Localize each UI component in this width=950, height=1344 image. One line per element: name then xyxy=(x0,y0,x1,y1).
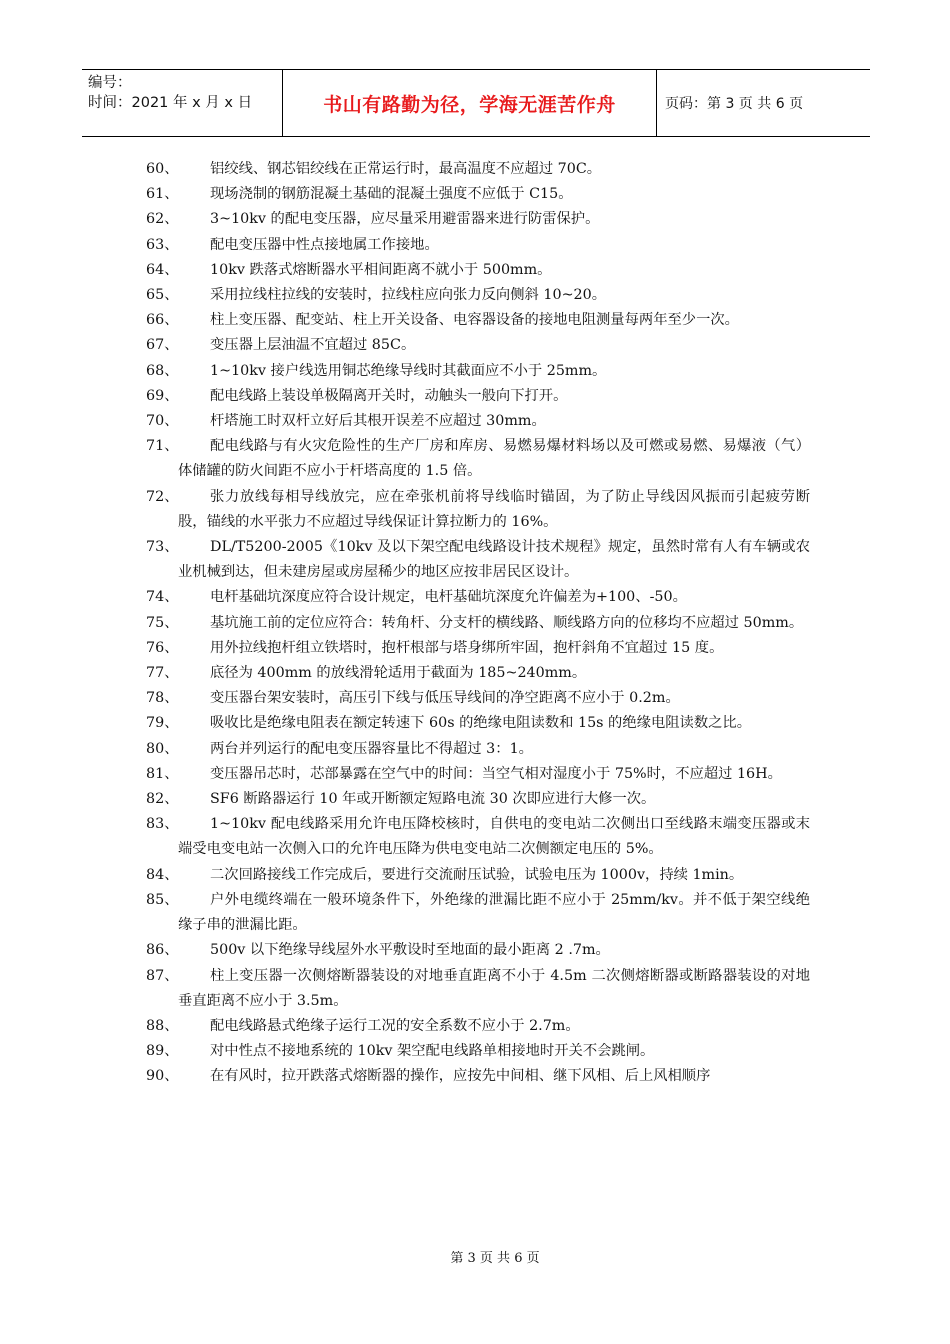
item-number: 79、 xyxy=(146,715,179,732)
item-number: 64、 xyxy=(146,261,179,278)
item-text: 变压器上层油温不宜超过 85C。 xyxy=(210,337,416,354)
item-number: 69、 xyxy=(146,387,179,404)
item-text: SF6 断路器运行 10 年或开断额定短路电流 30 次即应进行大修一次。 xyxy=(210,791,656,808)
item-number: 71、 xyxy=(146,438,179,455)
item-number: 73、 xyxy=(146,539,179,556)
doc-time-label: 时间：2021 年 x 月 x 日 xyxy=(88,95,253,111)
item-number: 78、 xyxy=(146,690,179,707)
item-text: 采用拉线柱拉线的安装时，拉线柱应向张力反向侧斜 10~20。 xyxy=(210,287,607,304)
list-item xyxy=(146,686,810,711)
item-text: 3~10kv 的配电变压器，应尽量采用避雷器来进行防雷保护。 xyxy=(210,211,600,228)
list-item xyxy=(146,157,810,182)
list-item xyxy=(146,308,810,333)
item-number: 70、 xyxy=(146,413,179,430)
doc-code-label: 编号： xyxy=(88,75,132,91)
list-item xyxy=(146,585,810,610)
list-item xyxy=(146,359,810,384)
item-number: 89、 xyxy=(146,1043,179,1060)
item-text: 电杆基础坑深度应符合设计规定，电杆基础坑深度允许偏差为+100、-50。 xyxy=(210,589,687,606)
list-item xyxy=(146,434,810,484)
item-text: 二次回路接线工作完成后，要进行交流耐压试验，试验电压为 1000v，持续 1min。 xyxy=(210,866,744,883)
list-item xyxy=(146,333,810,358)
header-page-info: 页码：第 3 页 共 6 页 xyxy=(665,96,804,112)
header-motto: 书山有路勤为径，学海无涯苦作舟 xyxy=(282,70,657,136)
item-text: 张力放线每相导线放完，应在牵张机前将导线临时锚固，为了防止导线因风振而引起疲劳断股，锚线的水平张力不应超过导线保证计算拉断力的 16%。 xyxy=(178,488,810,530)
item-text: 铝绞线、钢芯铝绞线在正常运行时，最高温度不应超过 70C。 xyxy=(210,161,602,177)
list-item xyxy=(146,283,810,308)
item-number: 83、 xyxy=(146,816,179,833)
item-text: 对中性点不接地系统的 10kv 架空配电线路单相接地时开关不会跳闸。 xyxy=(210,1043,655,1060)
item-number: 61、 xyxy=(146,186,179,203)
list-item xyxy=(146,661,810,686)
item-number: 85、 xyxy=(146,891,179,908)
item-number: 84、 xyxy=(146,866,179,883)
item-text: 户外电缆终端在一般环境条件下，外绝缘的泄漏比距不应小于 25mm/kv。并不低于架空线绝缘子串的泄漏比距。 xyxy=(178,891,810,934)
list-item xyxy=(146,938,810,963)
list-item xyxy=(146,762,810,787)
list-item xyxy=(146,787,810,812)
item-number: 68、 xyxy=(146,362,179,379)
item-text: 10kv 跌落式熔断器水平相间距离不就小于 500mm。 xyxy=(210,261,552,278)
item-text: DL/T5200-2005《10kv 及以下架空配电线路设计技术规程》规定，虽然时常有人有车辆或农业机械到达，但未建房屋或房屋稀少的地区应按非居民区设计。 xyxy=(178,539,810,581)
item-text: 基坑施工前的定位应符合：转角杆、分支杆的横线路、顺线路方向的位移均不应超过 50mm。 xyxy=(210,614,804,631)
item-number: 60、 xyxy=(146,161,179,177)
item-number: 63、 xyxy=(146,236,179,253)
item-text: 配电变压器中性点接地属工作接地。 xyxy=(210,236,439,253)
item-number: 66、 xyxy=(146,312,179,329)
item-text: 柱上变压器一次侧熔断器装设的对地垂直距离不小于 4.5m 二次侧熔断器或断路器装设的对地垂直距离不应小于 3.5m。 xyxy=(178,967,810,1009)
list-item xyxy=(146,258,810,283)
item-text: 变压器吊芯时，芯部暴露在空气中的时间：当空气相对湿度小于 75%时，不应超过 16H。 xyxy=(210,765,782,782)
list-item xyxy=(146,233,810,258)
list-item xyxy=(146,1064,810,1089)
header-meta xyxy=(82,70,282,136)
item-number: 65、 xyxy=(146,287,179,304)
list-item xyxy=(146,1014,810,1039)
item-text: 现场浇制的钢筋混凝土基础的混凝土强度不应低于 C15。 xyxy=(210,186,573,203)
list-item xyxy=(146,535,810,585)
item-number: 72、 xyxy=(146,488,179,505)
item-text: 两台并列运行的配电变压器容量比不得超过 3：1。 xyxy=(210,740,533,757)
item-text: 底径为 400mm 的放线滑轮适用于截面为 185~240mm。 xyxy=(210,665,587,682)
list-item xyxy=(146,485,810,535)
header-table xyxy=(82,69,870,137)
item-text: 在有风时，拉开跌落式熔断器的操作，应按先中间相、继下风相、后上风相顺序 xyxy=(210,1068,711,1085)
item-number: 90、 xyxy=(146,1068,179,1085)
list-item xyxy=(146,384,810,409)
item-text: 1~10kv 配电线路采用允许电压降校核时，自供电的变电站二次侧出口至线路末端变压器或末端受电变电站一次侧入口的允许电压降为供电变电站二次侧额定电压的 5%。 xyxy=(178,816,810,858)
item-number: 67、 xyxy=(146,337,179,354)
item-number: 86、 xyxy=(146,942,179,959)
page-footer: 第 3 页 共 6 页 xyxy=(450,1251,540,1266)
item-text: 配电线路上装设单极隔离开关时，动触头一般向下打开。 xyxy=(210,387,568,404)
item-text: 杆塔施工时双杆立好后其根开误差不应超过 30mm。 xyxy=(210,413,546,430)
item-text: 1~10kv 接户线选用铜芯绝缘导线时其截面应不小于 25mm。 xyxy=(210,362,607,379)
list-item xyxy=(146,409,810,434)
item-number: 62、 xyxy=(146,211,179,228)
item-number: 87、 xyxy=(146,967,179,984)
item-number: 81、 xyxy=(146,765,179,782)
item-text: 吸收比是绝缘电阻表在额定转速下 60s 的绝缘电阻读数和 15s 的绝缘电阻读数之比。 xyxy=(210,715,752,732)
list-item xyxy=(146,812,810,862)
list-item xyxy=(146,182,810,207)
item-list xyxy=(146,157,810,1090)
item-number: 88、 xyxy=(146,1017,179,1034)
item-text: 用外拉线抱杆组立铁塔时，抱杆根部与塔身绑所牢固，抱杆斜角不宜超过 15 度。 xyxy=(210,639,724,656)
item-number: 74、 xyxy=(146,589,179,606)
item-number: 76、 xyxy=(146,639,179,656)
item-text: 配电线路悬式绝缘子运行工况的安全系数不应小于 2.7m。 xyxy=(210,1017,580,1034)
item-number: 77、 xyxy=(146,665,179,682)
list-item xyxy=(146,863,810,888)
list-item xyxy=(146,1039,810,1064)
list-item xyxy=(146,711,810,736)
item-text: 500v 以下绝缘导线屋外水平敷设时至地面的最小距离 2 .7m。 xyxy=(210,942,610,959)
item-number: 80、 xyxy=(146,740,179,757)
item-number: 82、 xyxy=(146,791,179,808)
list-item xyxy=(146,964,810,1014)
list-item xyxy=(146,207,810,232)
list-item xyxy=(146,611,810,636)
list-item xyxy=(146,888,810,938)
list-item xyxy=(146,636,810,661)
item-number: 75、 xyxy=(146,614,179,631)
item-text: 变压器台架安装时，高压引下线与低压导线间的净空距离不应小于 0.2m。 xyxy=(210,690,680,707)
list-item xyxy=(146,737,810,762)
item-text: 柱上变压器、配变站、柱上开关设备、电容器设备的接地电阻测量每两年至少一次。 xyxy=(210,312,739,329)
item-text: 配电线路与有火灾危险性的生产厂房和库房、易燃易爆材料场以及可燃或易燃、易爆液（气）体储罐的防火间距不应小于杆塔高度的 1.5 倍。 xyxy=(178,438,810,480)
